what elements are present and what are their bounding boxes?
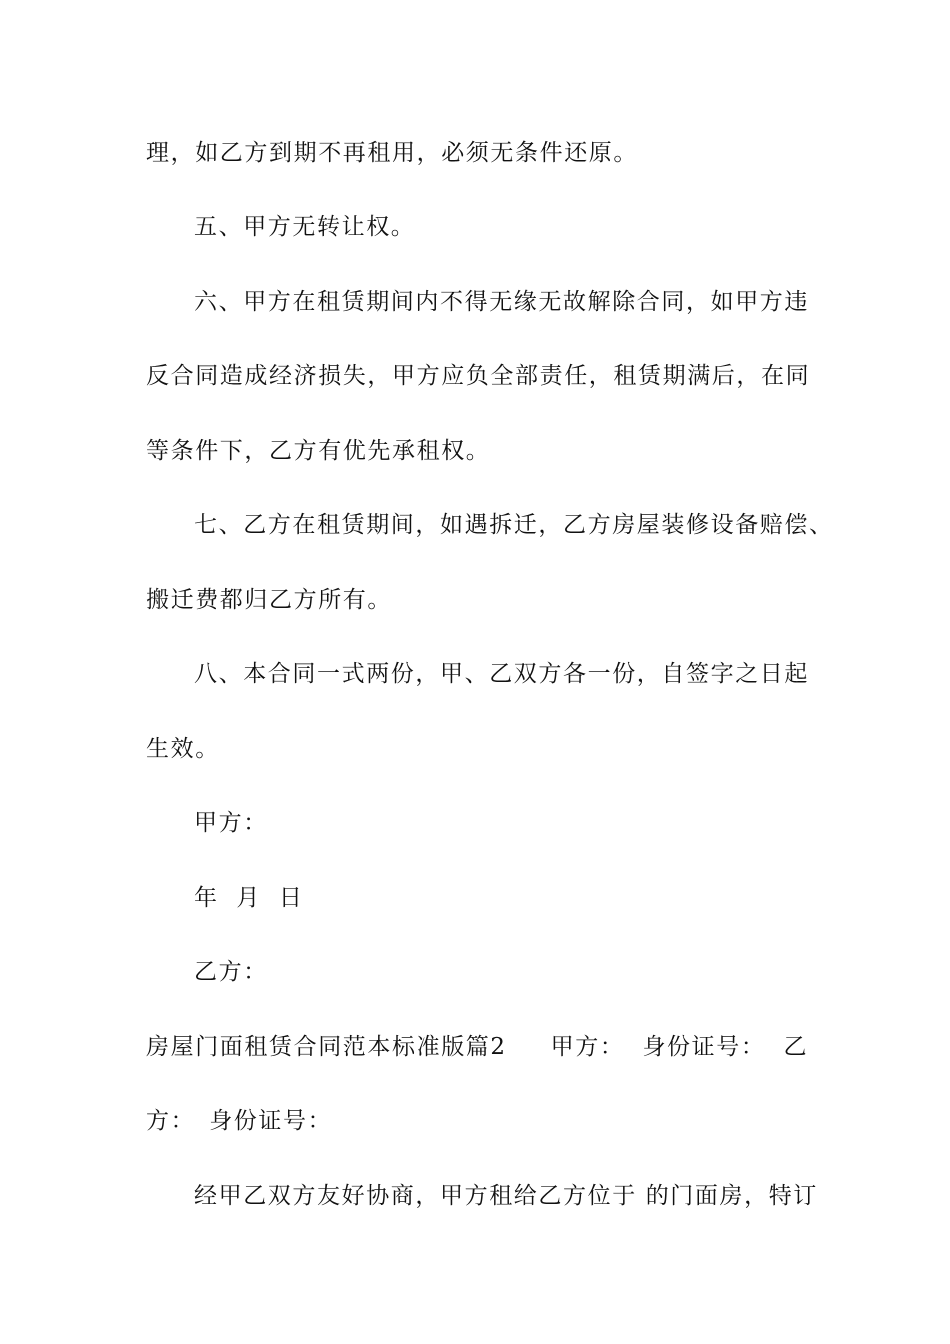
signature-party-b: 乙方：	[194, 959, 268, 985]
section2-party-b-start: 乙	[783, 1034, 809, 1060]
signature-date: 年 月 日	[194, 885, 304, 911]
section2-header-line	[146, 1032, 808, 1062]
section2-party-b-end: 方：	[146, 1108, 196, 1134]
section2-id-b: 身份证号：	[209, 1108, 333, 1134]
section2-title: 房屋门面租赁合同范本标准版篇2	[146, 1034, 507, 1060]
clause-eight-line-1: 八、本合同一式两份，甲、乙双方各一份，自签字之日起	[194, 661, 809, 687]
paragraph-line: 理，如乙方到期不再租用，必须无条件还原。	[146, 140, 638, 166]
clause-six-line-3: 等条件下，乙方有优先承租权。	[146, 438, 491, 464]
clause-six-line-1: 六、甲方在租赁期间内不得无缘无故解除合同，如甲方违	[194, 289, 809, 315]
clause-six-line-2: 反合同造成经济损失，甲方应负全部责任，租赁期满后，在同	[146, 363, 811, 389]
section2-party-a: 甲方：	[550, 1034, 625, 1060]
clause-seven-line-1: 七、乙方在租赁期间，如遇拆迁，乙方房屋装修设备赔偿、	[194, 512, 834, 538]
section2-intro: 经甲乙双方友好协商，甲方租给乙方位于 的门面房，特订	[194, 1183, 818, 1209]
section2-id-a: 身份证号：	[642, 1034, 766, 1060]
signature-party-a: 甲方：	[194, 810, 268, 836]
clause-five: 五、甲方无转让权。	[194, 214, 416, 240]
clause-eight-line-2: 生效。	[146, 736, 220, 762]
section2-party-b-line	[146, 1106, 332, 1136]
clause-seven-line-2: 搬迁费都归乙方所有。	[146, 587, 392, 613]
